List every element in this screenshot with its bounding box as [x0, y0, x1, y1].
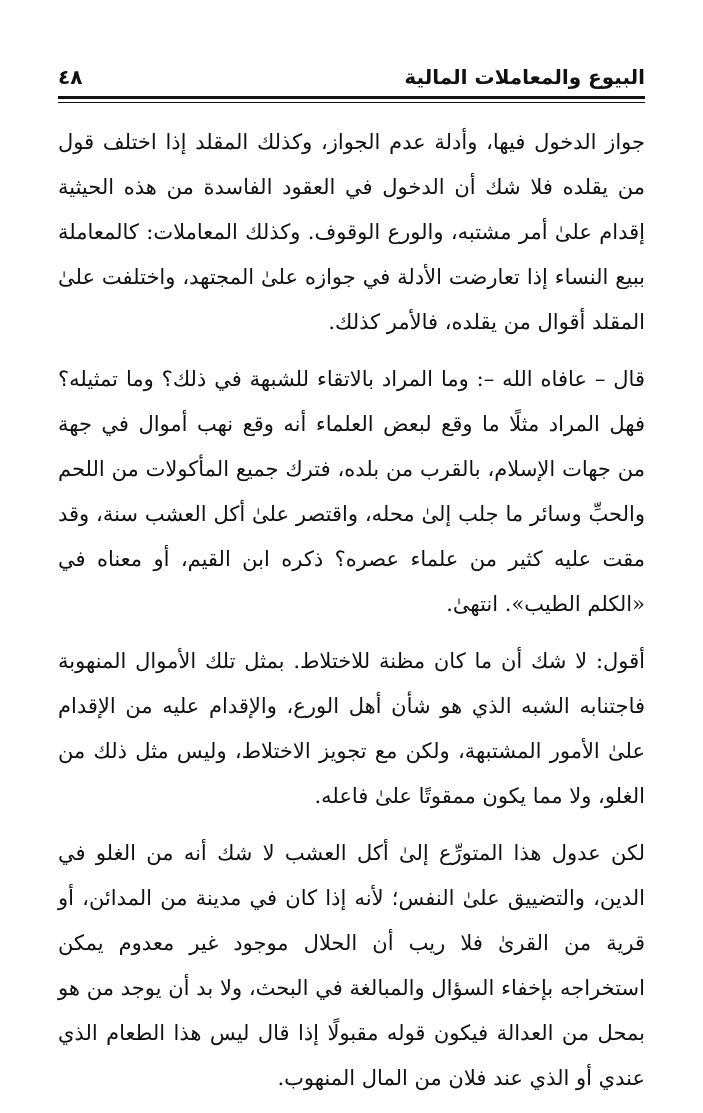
header-rule-thick: [58, 96, 645, 99]
paragraph-3: أقول: لا شك أن ما كان مظنة للاختلاط. بمثل تلك الأموال المنهوبة فاجتنابه الشبه الذي هو شأن أهل الورع، والإقدام عليه من الإقدام علىٰ الأمور المشتبهة، ولكن مع تجويز الاختلاط، وليس مثل ذلك من الغلو، ولا مما يكون ممقوتًا علىٰ فاعله.: [58, 649, 645, 808]
paragraph-4: لكن عدول هذا المتورِّع إلىٰ أكل العشب لا شك أنه من الغلو في الدين، والتضييق علىٰ النفس؛ لأنه إذا كان في مدينة من المدائن، أو قرية من القرىٰ فلا ريب أن الحلال موجود غير معدوم يمكن استخراجه بإخفاء السؤال والمبالغة في البحث، ولا بد أن يوجد من هو بمحل من العدالة فيكون قوله مقبولًا إذا قال ليس هذا الطعام الذي عندي أو الذي عند فلان من المال المنهوب.: [58, 841, 645, 1090]
page-number: ٤٨: [58, 65, 83, 89]
paragraph-2: قال – عافاه الله –: وما المراد بالاتقاء للشبهة في ذلك؟ وما تمثيله؟ فهل المراد مثلًا ما وقع لبعض العلماء أنه وقع نهب أموال في جهة من جهات الإسلام، بالقرب من بلده، فترك جميع المأكولات من اللحم والحبِّ وسائر ما جلب إلىٰ محله، واقتصر علىٰ أكل العشب سنة، وقد مقت عليه كثير من علماء عصره؟ ذكره ابن القيم، أو معناه في «الكلم الطيب». انتهىٰ.: [58, 367, 645, 616]
running-header: [58, 60, 645, 94]
body-text: [58, 120, 645, 1113]
paragraph-1: جواز الدخول فيها، وأدلة عدم الجواز، وكذلك المقلد إذا اختلف قول من يقلده فلا شك أن الدخول في العقود الفاسدة من هذه الحيثية إقدام علىٰ أمر مشتبه، والورع الوقوف. وكذلك المعاملات: كالمعاملة ببيع النساء إذا تعارضت الأدلة في جوازه علىٰ المجتهد، واختلفت علىٰ المقلد أقوال من يقلده، فالأمر كذلك.: [58, 130, 645, 334]
header-title: البيوع والمعاملات المالية: [404, 65, 645, 89]
header-rule-thin: [58, 102, 645, 103]
